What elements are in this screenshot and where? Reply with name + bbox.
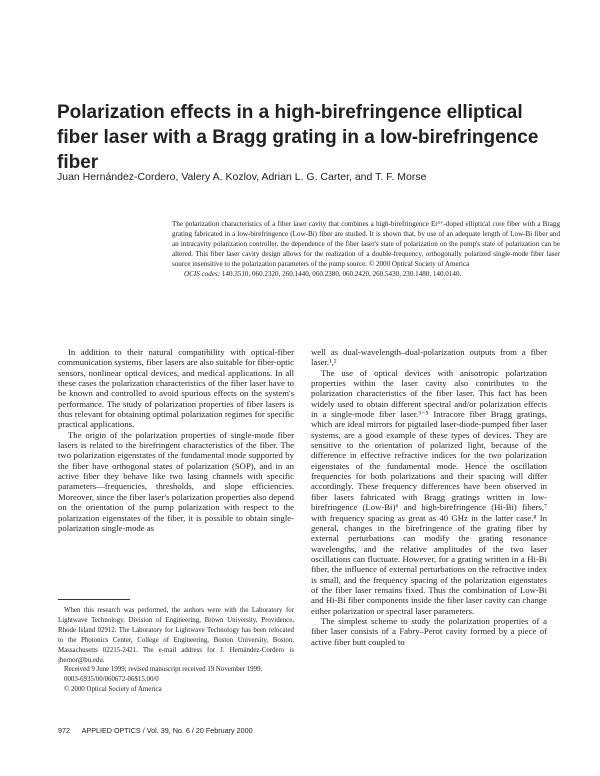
body-paragraph: well as dual-wavelength–dual-polarization outputs from a fiber laser.¹,² bbox=[311, 347, 547, 368]
body-column-left bbox=[58, 347, 294, 533]
body-paragraph: The simplest scheme to study the polarization properties of a fiber laser consists of a Fabry–Perot cavity formed by a piece of active fiber butt coupled to bbox=[311, 615, 547, 647]
footnote-received: Received 9 June 1999; revised manuscript received 19 November 1999. bbox=[64, 666, 263, 674]
ocis-label: OCIS codes: bbox=[184, 270, 221, 279]
paper-title: Polarization effects in a high-birefringence elliptical fiber laser with a Bragg grating in a low-birefringence fiber bbox=[57, 102, 539, 173]
body-column-right bbox=[311, 347, 547, 647]
ocis-codes: 140.3510, 060.2320, 260.1440, 060.2380, 060.2420, 260.5430, 230.1480, 140.0140. bbox=[221, 270, 462, 279]
footnote bbox=[58, 606, 294, 695]
footnote-affiliation: When this research was performed, the authors were with the Laboratory for Lightwave Technology, Division of Engineering, Brown University, Providence, Rhode Island 02912. The Laboratory for Lightwave Technology has been relocated to the Photonics Center, College of Engineering, Boston University, Boston, Massachusetts 02215-2421. The e-mail address for J. Hernández-Cordero is jhernor@bu.edu. bbox=[58, 607, 294, 664]
ocis-codes-line bbox=[172, 269, 560, 279]
body-paragraph: The origin of the polarization properties of single-mode fiber lasers is related to the birefringent characteristics of the fiber. The two polarization eigenstates of the fundamental mode supported by the fiber have orthogonal states of polarization (SOP), and in an active fiber they behave like two lasing channels with specific parameters—frequencies, thresholds, and slope efficiencies. Moreover, since the fiber laser's polarization properties also depend on the orientation of the pump polarization with respect to the polarization eigenstates of the fiber, it is possible to obtain single-polarization single-mode as bbox=[58, 429, 294, 533]
body-paragraph: In addition to their natural compatibility with optical-fiber communication systems, fiber lasers are also suitable for fiber-optic sensors, nonlinear optical devices, and medical applications. In all these cases the polarization characteristics of the fiber laser have to be known and controlled to avoid spurious effects on the system's performance. The study of polarization properties of fiber lasers is thus relevant for obtaining optimal polarization regimes for specific practical applications. bbox=[58, 347, 294, 430]
abstract bbox=[172, 219, 560, 280]
footnote-divider bbox=[58, 599, 130, 600]
body-paragraph: The use of optical devices with anisotropic polarization properties within the laser cavity also contributes to the polarization characteristics of the fiber laser. This fact has been widely used to obtain different spectral and/or polarization effects in a single-mode fiber laser.³⁻⁵ Intracore fiber Bragg gratings, which are ideal mirrors for pigtailed laser-diode-pumped fiber laser systems, are a good example of these types of devices. They are sensitive to the orientation of polarized light, because of the difference in effective refractive indices for the two polarization eigenstates of the fundamental mode. Hence the oscillation frequencies for both polarizations and their spacing will differ accordingly. These frequency differences have been observed in fiber lasers fabricated with Bragg gratings written in low-birefringence (Low-Bi)⁶ and high-birefringence (Hi-Bi) fibers,⁷ with frequency spacing as great as 40 GHz in the latter case.⁸ In general, changes in the birefringence of the grating fiber by external perturbations can modify the grating resonance wavelengths, and the relative amplitudes of the two laser oscillations can fluctuate. However, for a grating written in a Hi-Bi fiber, the influence of external perturbations on the refractive index is small, and the frequency spacing of the polarization eigenstates of the fiber laser remains fixed. Thus the combination of Low-Bi and Hi-Bi fiber components inside the fiber laser cavity can change either polarization or spectral laser parameters. bbox=[311, 367, 547, 616]
footnote-code: 0003-6935/00/060672-06$15.00/0 bbox=[64, 676, 159, 684]
page-footer bbox=[58, 726, 478, 735]
journal-citation: APPLIED OPTICS / Vol. 39, No. 6 / 20 February 2000 bbox=[81, 726, 253, 735]
footnote-copyright: © 2000 Optical Society of America bbox=[64, 686, 162, 694]
author-list: Juan Hernández-Cordero, Valery A. Kozlov, Adrian L. G. Carter, and T. F. Morse bbox=[57, 171, 427, 183]
abstract-text: The polarization characteristics of a fiber laser cavity that combines a high-birefringence Er³⁺-doped elliptical core fiber with a Bragg grating fabricated in a low-birefringence (Low-Bi) fiber are studied. It is shown that, by use of an adequate length of Low-Bi fiber and an intracavity polarization controller, the dependence of the fiber laser's state of polarization on the pump's state of polarization can be altered. This fiber laser cavity design allows for the realization of a double-frequency, orthogonally polarized single-mode fiber laser source insensitive to the polarization parameters of the pump source. © 2000 Optical Society of America bbox=[172, 220, 560, 269]
page-number: 972 bbox=[58, 726, 70, 735]
